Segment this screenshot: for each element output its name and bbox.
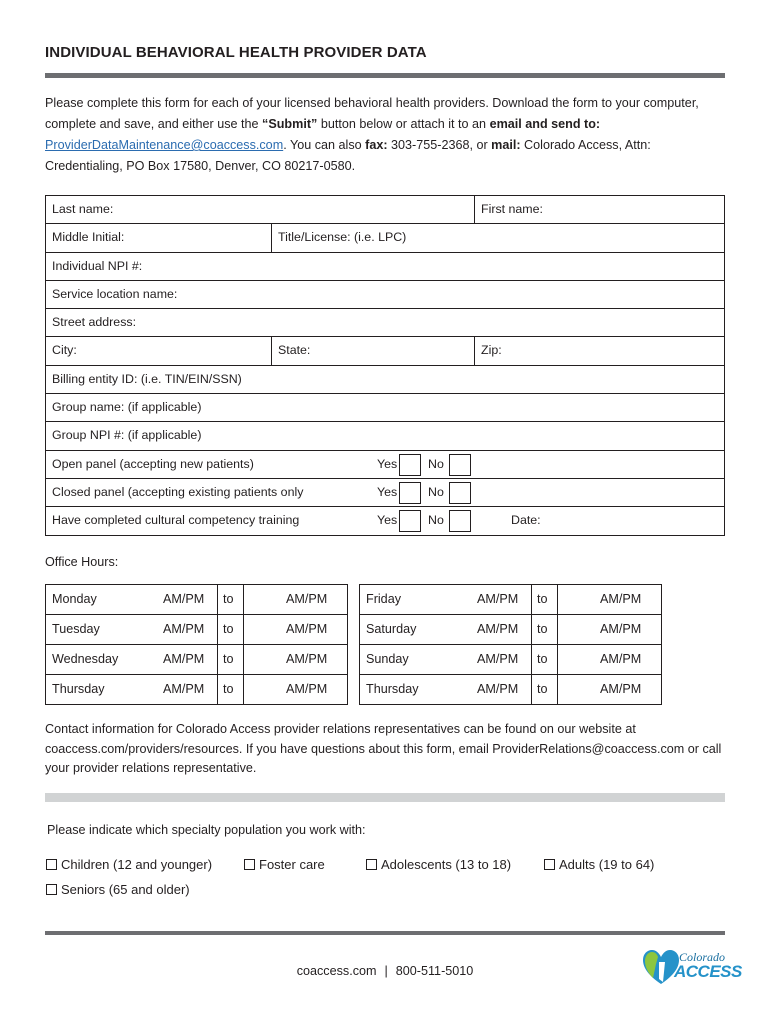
to-cell bbox=[532, 615, 558, 644]
to-label: to bbox=[537, 652, 548, 666]
title-divider bbox=[45, 73, 725, 78]
checkbox-icon[interactable] bbox=[46, 859, 57, 870]
checkbox-icon[interactable] bbox=[244, 859, 255, 870]
specialty-option-foster[interactable] bbox=[244, 857, 325, 872]
row-name bbox=[45, 196, 725, 224]
intro-submit: “Submit” bbox=[262, 117, 318, 131]
hours-row bbox=[359, 585, 662, 615]
hours-day-start[interactable] bbox=[360, 615, 532, 644]
day-label: Saturday bbox=[366, 622, 417, 636]
ampm-label: AM/PM bbox=[286, 682, 328, 696]
intro-fax: 303-755-2368, or bbox=[387, 138, 492, 152]
closed-panel-no-checkbox[interactable] bbox=[449, 482, 471, 504]
hours-day-start[interactable] bbox=[46, 645, 218, 674]
option-label: Foster care bbox=[259, 857, 325, 872]
to-label: to bbox=[537, 682, 548, 696]
to-label: to bbox=[537, 592, 548, 606]
intro-text-1: Please complete this form for each of your licensed behavioral health providers. Download the form to your computer, complete and save, and either use the bbox=[45, 96, 699, 131]
intro-mail-label: mail: bbox=[491, 138, 521, 152]
row-closed-panel bbox=[45, 479, 725, 507]
contact-paragraph: Contact information for Colorado Access provider relations representatives can be found on our website at coaccess.com/providers/resources. If you have questions about this form, email ProviderRelations@coaccess.com or call your provider relations representative. bbox=[45, 722, 722, 775]
intro-paragraph bbox=[45, 93, 725, 177]
closed-panel-yes-label: Yes bbox=[377, 484, 398, 499]
intro-email-send: email and send to: bbox=[489, 117, 601, 131]
row-city bbox=[45, 337, 725, 365]
title-license-field[interactable]: Title/License: (i.e. LPC) bbox=[278, 230, 407, 245]
cultural-yes-label: Yes bbox=[377, 513, 398, 528]
hours-end[interactable] bbox=[558, 645, 661, 674]
day-label: Tuesday bbox=[52, 622, 100, 636]
cultural-label: Have completed cultural competency training bbox=[52, 513, 300, 528]
hours-row bbox=[45, 645, 348, 675]
group-npi-field[interactable]: Group NPI #: (if applicable) bbox=[52, 428, 202, 443]
row-group-npi bbox=[45, 422, 725, 450]
specialty-option-adolescents[interactable] bbox=[366, 857, 511, 872]
day-label: Friday bbox=[366, 592, 401, 606]
to-label: to bbox=[223, 682, 234, 696]
ampm-label: AM/PM bbox=[163, 652, 205, 666]
city-field[interactable]: City: bbox=[46, 337, 272, 364]
hours-row bbox=[359, 615, 662, 645]
zip-field[interactable]: Zip: bbox=[481, 343, 502, 358]
email-link[interactable]: ProviderDataMaintenance@coaccess.com bbox=[45, 138, 284, 152]
hours-row bbox=[359, 645, 662, 675]
to-cell bbox=[532, 675, 558, 704]
billing-id-field[interactable]: Billing entity ID: (i.e. TIN/EIN/SSN) bbox=[52, 371, 242, 386]
checkbox-icon[interactable] bbox=[366, 859, 377, 870]
row-service bbox=[45, 281, 725, 309]
intro-text-3: . You can also bbox=[283, 138, 366, 152]
to-cell bbox=[218, 585, 244, 614]
intro-text-2: button below or attach it to an bbox=[317, 117, 490, 131]
closed-panel-no-label: No bbox=[428, 484, 444, 499]
hours-end[interactable] bbox=[244, 675, 347, 704]
to-cell bbox=[218, 645, 244, 674]
specialty-option-seniors[interactable] bbox=[46, 882, 190, 897]
ampm-label: AM/PM bbox=[477, 652, 519, 666]
open-panel-no-label: No bbox=[428, 456, 444, 471]
hours-day-start[interactable] bbox=[360, 645, 532, 674]
footer-website[interactable]: coaccess.com bbox=[296, 964, 377, 978]
cultural-no-checkbox[interactable] bbox=[449, 510, 471, 532]
day-label: Thursday bbox=[52, 682, 105, 696]
ampm-label: AM/PM bbox=[286, 652, 328, 666]
option-label: Adults (19 to 64) bbox=[559, 857, 655, 872]
provider-form bbox=[45, 195, 725, 536]
street-address-field[interactable]: Street address: bbox=[52, 315, 137, 330]
option-label: Seniors (65 and older) bbox=[61, 882, 190, 897]
intro-fax-label: fax: bbox=[365, 138, 388, 152]
ampm-label: AM/PM bbox=[600, 592, 642, 606]
option-label: Adolescents (13 to 18) bbox=[381, 857, 512, 872]
logo-text-access: ACCESS bbox=[674, 962, 742, 981]
to-cell bbox=[218, 615, 244, 644]
ampm-label: AM/PM bbox=[600, 622, 642, 636]
footer-phone: 800-511-5010 bbox=[395, 964, 474, 978]
hours-day-start[interactable] bbox=[360, 675, 532, 704]
last-name-field[interactable]: Last name: bbox=[46, 196, 475, 223]
row-middle bbox=[45, 224, 725, 252]
checkbox-icon[interactable] bbox=[46, 884, 57, 895]
cultural-no-label: No bbox=[428, 513, 444, 528]
row-group-name bbox=[45, 394, 725, 422]
hours-day-start[interactable] bbox=[46, 675, 218, 704]
hours-row bbox=[359, 675, 662, 705]
office-hours-right-table bbox=[359, 584, 662, 705]
footer-separator: | bbox=[384, 964, 388, 978]
to-cell bbox=[532, 645, 558, 674]
day-label: Sunday bbox=[366, 652, 409, 666]
ampm-label: AM/PM bbox=[477, 622, 519, 636]
open-panel-label: Open panel (accepting new patients) bbox=[52, 456, 254, 471]
to-label: to bbox=[537, 622, 548, 636]
ampm-label: AM/PM bbox=[286, 592, 328, 606]
row-cultural bbox=[45, 507, 725, 535]
day-label: Monday bbox=[52, 592, 97, 606]
section-divider bbox=[45, 793, 725, 802]
hours-day-start[interactable] bbox=[360, 585, 532, 614]
row-open-panel bbox=[45, 451, 725, 479]
hours-end[interactable] bbox=[558, 585, 661, 614]
specialty-question: Please indicate which specialty population you work with: bbox=[47, 823, 366, 837]
open-panel-yes-label: Yes bbox=[377, 456, 398, 471]
ampm-label: AM/PM bbox=[477, 592, 519, 606]
checkbox-icon[interactable] bbox=[544, 859, 555, 870]
hours-end[interactable] bbox=[244, 615, 347, 644]
state-field[interactable]: State: bbox=[272, 337, 475, 364]
middle-initial-field[interactable]: Middle Initial: bbox=[46, 224, 272, 251]
to-label: to bbox=[223, 652, 234, 666]
ampm-label: AM/PM bbox=[163, 682, 205, 696]
cultural-date-field[interactable]: Date: bbox=[511, 513, 541, 528]
ampm-label: AM/PM bbox=[477, 682, 519, 696]
npi-field[interactable]: Individual NPI #: bbox=[52, 258, 143, 273]
office-hours-label: Office Hours: bbox=[45, 555, 119, 569]
specialty-option-children[interactable] bbox=[46, 857, 212, 872]
option-label: Children (12 and younger) bbox=[61, 857, 213, 872]
day-label: Wednesday bbox=[52, 652, 119, 666]
cultural-yes-checkbox[interactable] bbox=[399, 510, 421, 532]
hours-row bbox=[45, 615, 348, 645]
hours-end[interactable] bbox=[558, 615, 661, 644]
hours-row bbox=[45, 675, 348, 705]
closed-panel-label: Closed panel (accepting existing patients only bbox=[52, 484, 304, 499]
open-panel-yes-checkbox[interactable] bbox=[399, 454, 421, 476]
closed-panel-yes-checkbox[interactable] bbox=[399, 482, 421, 504]
footer-divider bbox=[45, 931, 725, 935]
ampm-label: AM/PM bbox=[163, 622, 205, 636]
row-street bbox=[45, 309, 725, 337]
service-location-field[interactable]: Service location name: bbox=[52, 286, 178, 301]
group-name-field[interactable]: Group name: (if applicable) bbox=[52, 400, 202, 415]
hours-end[interactable] bbox=[244, 645, 347, 674]
intro-mail: Colorado Access, Attn: Credentialing, PO Box 17580, Denver, CO 80217-0580. bbox=[45, 138, 651, 173]
open-panel-no-checkbox[interactable] bbox=[449, 454, 471, 476]
to-label: to bbox=[223, 592, 234, 606]
to-cell bbox=[532, 585, 558, 614]
day-label: Thursday bbox=[366, 682, 419, 696]
hours-end[interactable] bbox=[244, 585, 347, 614]
hours-day-start[interactable] bbox=[46, 585, 218, 614]
hours-row bbox=[45, 585, 348, 615]
page-title: INDIVIDUAL BEHAVIORAL HEALTH PROVIDER DATA bbox=[45, 44, 427, 61]
to-label: to bbox=[223, 622, 234, 636]
to-cell bbox=[218, 675, 244, 704]
ampm-label: AM/PM bbox=[600, 652, 642, 666]
ampm-label: AM/PM bbox=[600, 682, 642, 696]
ampm-label: AM/PM bbox=[163, 592, 205, 606]
row-npi bbox=[45, 253, 725, 281]
colorado-access-logo bbox=[641, 948, 742, 992]
ampm-label: AM/PM bbox=[286, 622, 328, 636]
specialty-option-adults[interactable] bbox=[544, 857, 654, 872]
hours-day-start[interactable] bbox=[46, 615, 218, 644]
first-name-field[interactable]: First name: bbox=[481, 202, 543, 216]
office-hours-left-table bbox=[45, 584, 348, 705]
hours-end[interactable] bbox=[558, 675, 661, 704]
logo-text-colorado: Colorado bbox=[679, 950, 726, 964]
row-billing bbox=[45, 366, 725, 394]
